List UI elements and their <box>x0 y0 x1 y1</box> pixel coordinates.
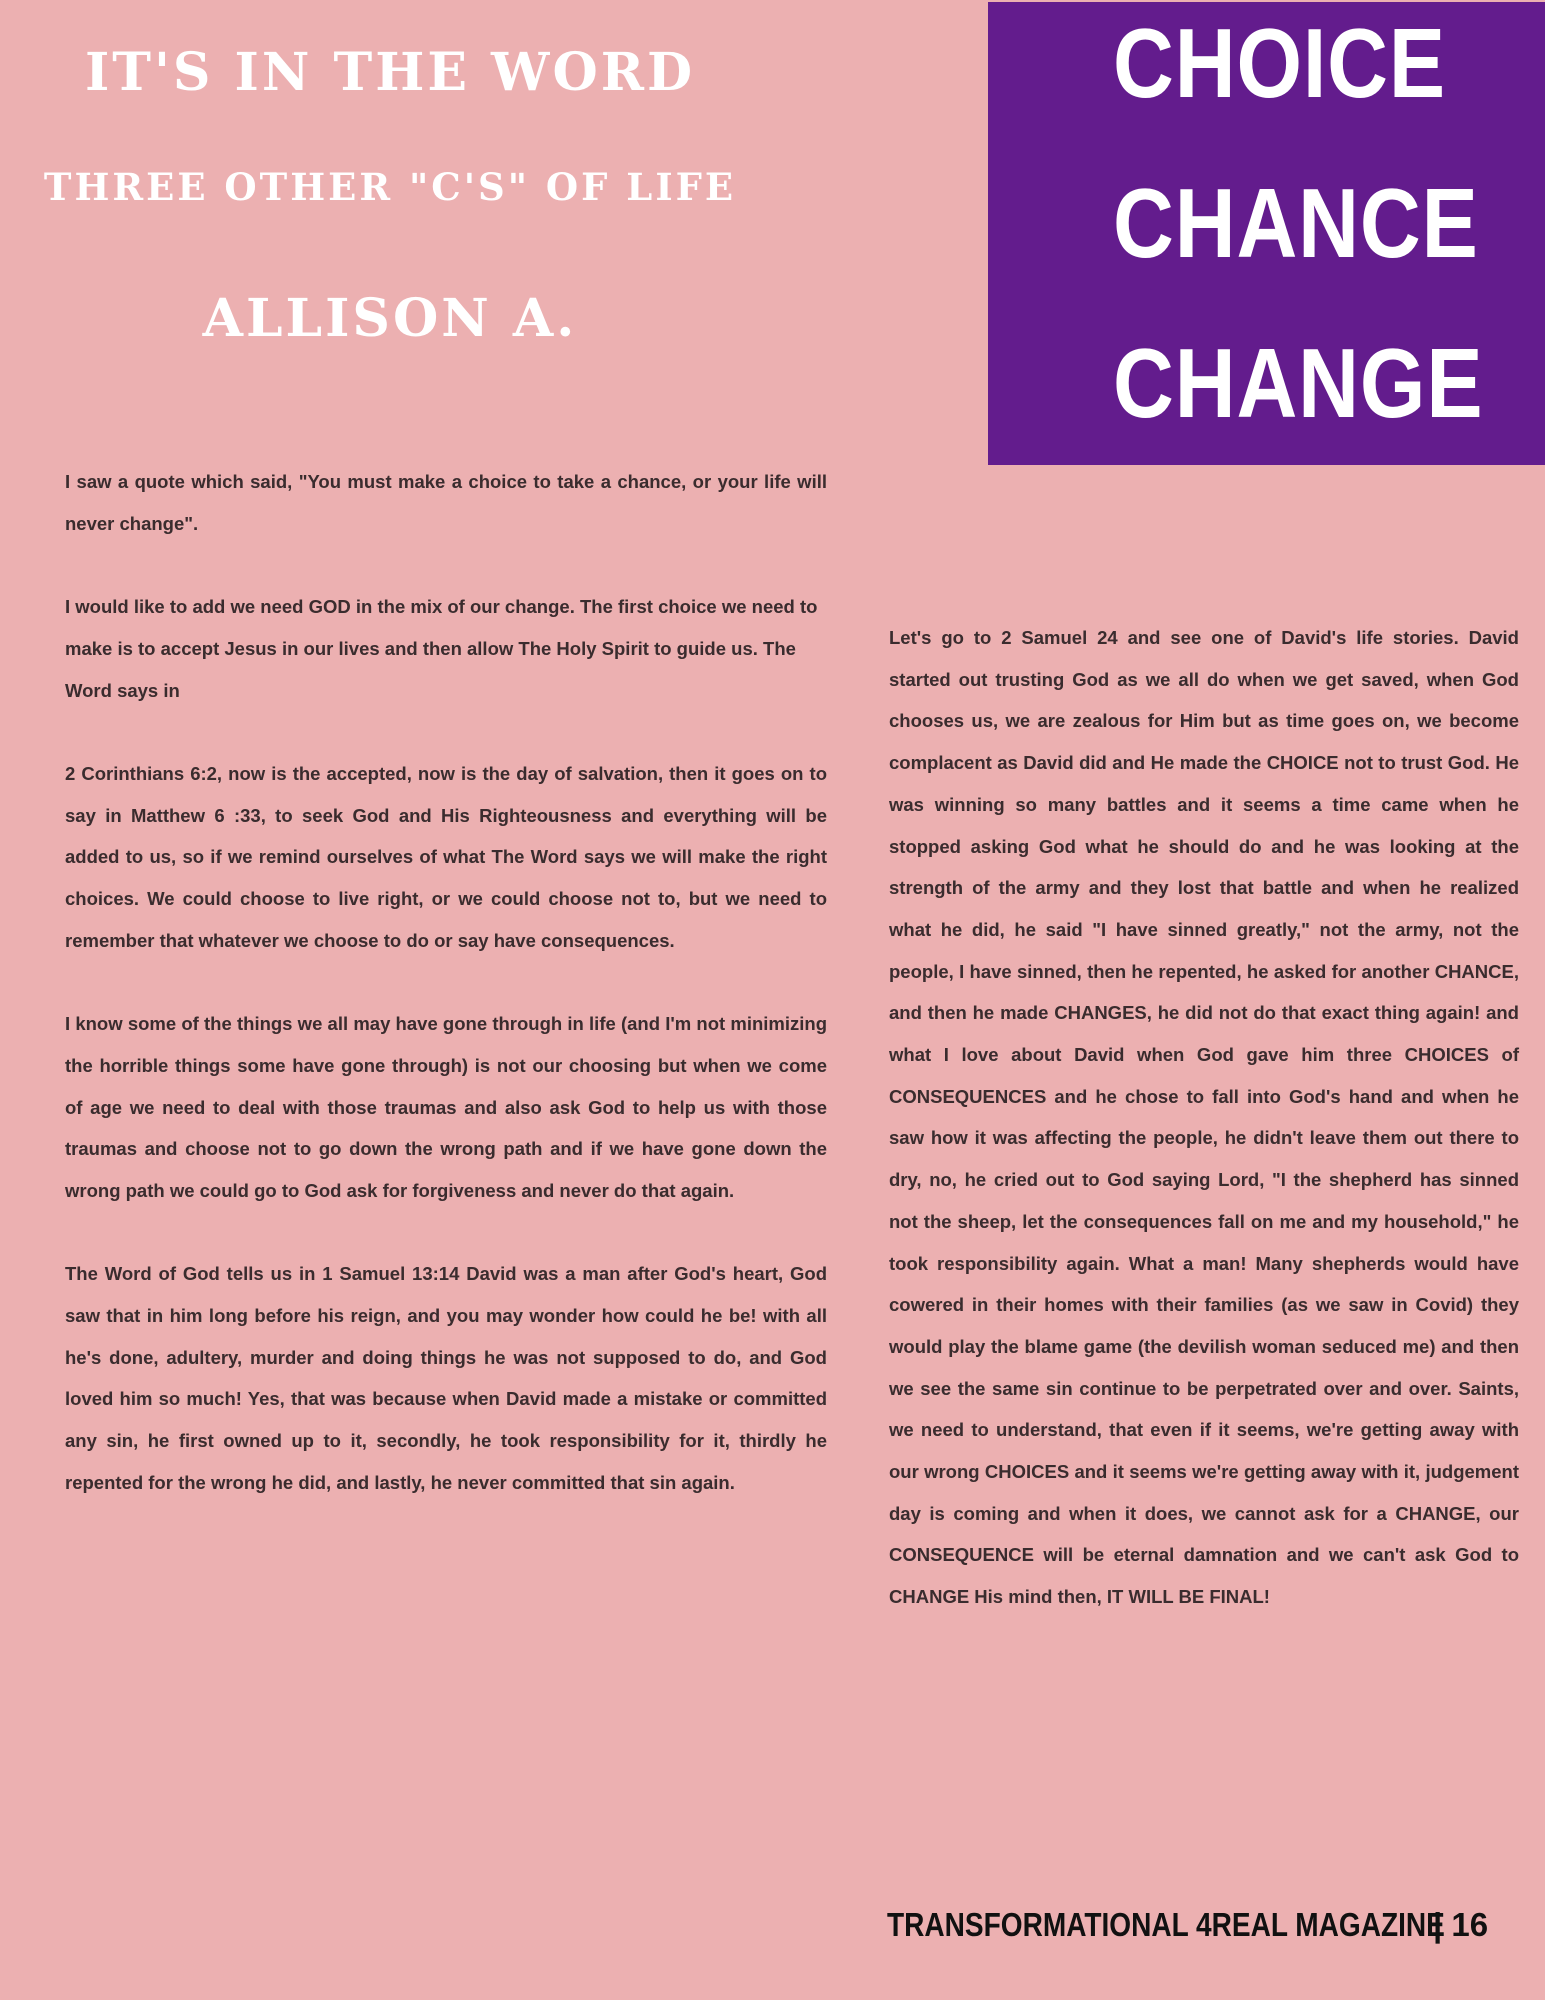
paragraph: I know some of the things we all may have gone through in life (and I'm not minimizing the horrible things some have gone through) is not our choosing but when we come of age we need to deal with those traumas and also ask God to help us with those traumas and choose not to go down the wrong path and if we have gone down the wrong path we could go to God ask for forgiveness and never do that again. <box>65 1013 827 1201</box>
paragraph: Let's go to 2 Samuel 24 and see one of David's life stories. David started out trusting God as we all do when we get saved, when God chooses us, we are zealous for Him but as time goes on, we become complacent as David did and He made the CHOICE not to trust God. He was winning so many battles and it seems a time came when he stopped asking God what he should do and he was looking at the strength of the army and they lost that battle and when he realized what he did, he said "I have sinned greatly," not the army, not the people, I have sinned, then he repented, he asked for another CHANCE, and then he made CHANGES, he did not do that exact thing again! and what I love about David when God gave him three CHOICES of CONSEQUENCES and he chose to fall into God's hand and when he saw how it was affecting the people, he didn't leave them out there to dry, no, he cried out to God saying Lord, "I the shepherd has sinned not the sheep, let the consequences fall on me and my household," he took responsibility again. What a man! Many shepherds would have cowered in their homes with their families (as we saw in Covid) they would play the blame game (the devilish woman seduced me) and then we see the same sin continue to be perpetrated over and over. Saints, we need to understand, that even if it seems, we're getting away with our wrong CHOICES and it seems we're getting away with it, judgement day is coming and when it does, we cannot ask for a CHANGE, our CONSEQUENCE will be eternal damnation and we can't ask God to CHANGE His mind then, IT WILL BE FINAL! <box>889 627 1519 1608</box>
author-name: ALLISON A. <box>202 288 578 349</box>
right-column <box>889 617 1519 1660</box>
feature-word-change: CHANGE <box>1113 328 1484 438</box>
feature-box <box>988 2 1545 465</box>
left-column <box>65 461 827 1545</box>
feature-word-chance: CHANCE <box>1113 168 1479 278</box>
paragraph: I would like to add we need GOD in the mix of our change. The first choice we need to make is to accept Jesus in our lives and then allow The Holy Spirit to guide us. The Word says in <box>65 596 818 701</box>
magazine-name: TRANSFORMATIONAL 4REAL MAGAZINE <box>887 1906 1445 1943</box>
article-title: THREE OTHER "C'S" OF LIFE <box>43 165 737 209</box>
feature-word-choice: CHOICE <box>1113 8 1446 118</box>
page-number: | 16 <box>1433 1906 1489 1943</box>
section-title: IT'S IN THE WORD <box>84 42 696 103</box>
paragraph: 2 Corinthians 6:2, now is the accepted, now is the day of salvation, then it goes on to say in Matthew 6 :33, to seek God and His Righteousness and everything will be added to us, so if we remind ourselves of what The Word says we will make the right choices. We could choose to live right, or we could choose not to, but we need to remember that whatever we choose to do or say have consequences. <box>65 762 827 951</box>
paragraph: The Word of God tells us in 1 Samuel 13:14 David was a man after God's heart, God saw that in him long before his reign, and you may wonder how could he be! with all he's done, adultery, murder and doing things he was not supposed to do, and God loved him so much! Yes, that was because when David made a mistake or committed any sin, he first owned up to it, secondly, he took responsibility for it, thirdly he repented for the wrong he did, and lastly, he never committed that sin again. <box>65 1263 827 1493</box>
paragraph: I saw a quote which said, "You must make a choice to take a chance, or your life will never change". <box>65 471 827 534</box>
